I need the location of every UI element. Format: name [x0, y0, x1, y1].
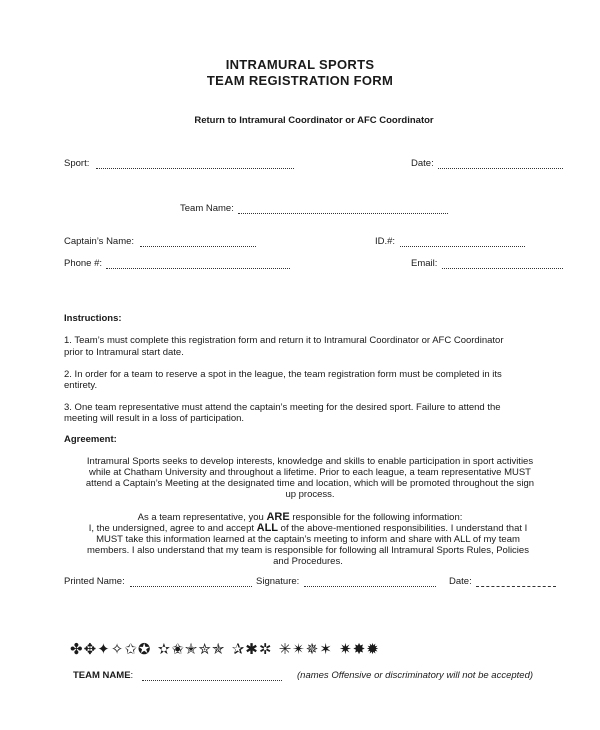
decorative-symbol-row: ✤✥✦✧✩✪ ✫✬✭✮✯ ✰✱✲ ✳✴✵✶ ✷✸✹ [70, 640, 380, 658]
agreement-p2-pre: As a team representative, you [137, 512, 267, 523]
phone-label: Phone #: [64, 258, 103, 269]
agreement-p3-line4: and Procedures. [273, 556, 343, 567]
agreement-p1-line4: up process. [285, 489, 335, 500]
captain-name-label: Captain’s Name: [64, 236, 135, 247]
email-field[interactable] [442, 268, 563, 269]
return-to-text: Return to Intramural Coordinator or AFC Coordinator [194, 115, 434, 126]
agreement-p1-line1: Intramural Sports seeks to develop interests, knowledge and skills to enable participation in sport activities [86, 456, 534, 467]
captain-name-field[interactable] [140, 246, 256, 247]
instruction-2-line1: 2. In order for a team to reserve a spot in the league, the team registration form must be completed in its [64, 369, 502, 380]
footer-team-name-field[interactable] [142, 680, 282, 681]
form-title-line2: TEAM REGISTRATION FORM [206, 73, 394, 88]
agreement-p2-are: ARE [266, 511, 290, 523]
instruction-3-line1: 3. One team representative must attend the captain’s meeting for the desired sport. Failure to attend the [64, 402, 501, 413]
team-name-label: Team Name: [180, 203, 234, 214]
instruction-1-line1: 1. Team’s must complete this registration form and return it to Intramural Coordinator or AFC Coordinator [64, 335, 504, 346]
team-name-field[interactable] [238, 213, 448, 214]
agreement-p1-line2: while at Chatham University and throughout a lifetime. Prior to each league, a team representative MUST [89, 467, 531, 478]
printed-name-label: Printed Name: [64, 576, 125, 587]
instruction-2-line2: entirety. [64, 380, 98, 391]
sport-field[interactable] [96, 168, 294, 169]
form-title-line1: INTRAMURAL SPORTS [225, 57, 375, 72]
id-field[interactable] [400, 246, 525, 247]
instruction-1-line2: prior to Intramural start date. [64, 347, 184, 358]
footer-note: (names Offensive or discriminatory will not be accepted) [297, 670, 534, 681]
footer-team-name-colon: : [130, 670, 134, 681]
signature-date-field[interactable] [476, 586, 556, 587]
signature-field[interactable] [304, 586, 436, 587]
footer-team-name-label [73, 670, 133, 681]
agreement-p3-line3: members. I also understand that my team is responsible for following all Intramural Sports Rules, Policies [87, 545, 529, 556]
printed-name-field[interactable] [130, 586, 252, 587]
instruction-3-line2: meeting will result in a loss of participation. [64, 413, 245, 424]
agreement-p3-line1 [38, 522, 578, 534]
agreement-p3-all: ALL [256, 522, 279, 534]
instructions-heading: Instructions: [64, 313, 122, 324]
agreement-p3-line2: MUST take this information learned at the captain’s meeting to inform and share with ALL of my team [96, 534, 520, 545]
email-label: Email: [411, 258, 438, 269]
phone-field[interactable] [106, 268, 290, 269]
agreement-p3-post: of the above-mentioned responsibilities. I understand that I [278, 523, 528, 534]
agreement-heading: Agreement: [64, 434, 117, 445]
id-label: ID.#: [375, 236, 396, 247]
sport-label: Sport: [64, 158, 90, 169]
agreement-p3-pre: I, the undersigned, agree to and accept [88, 523, 257, 534]
date-label: Date: [411, 158, 434, 169]
signature-date-label: Date: [449, 576, 472, 587]
agreement-p2-post: responsible for the following information: [289, 512, 463, 523]
footer-team-name-text: TEAM NAME [73, 670, 131, 681]
date-field[interactable] [438, 168, 563, 169]
signature-label: Signature: [256, 576, 300, 587]
agreement-p1-line3: attend a Captain’s Meeting at the designated time and location, which will be promoted throughout the sign [85, 478, 535, 489]
